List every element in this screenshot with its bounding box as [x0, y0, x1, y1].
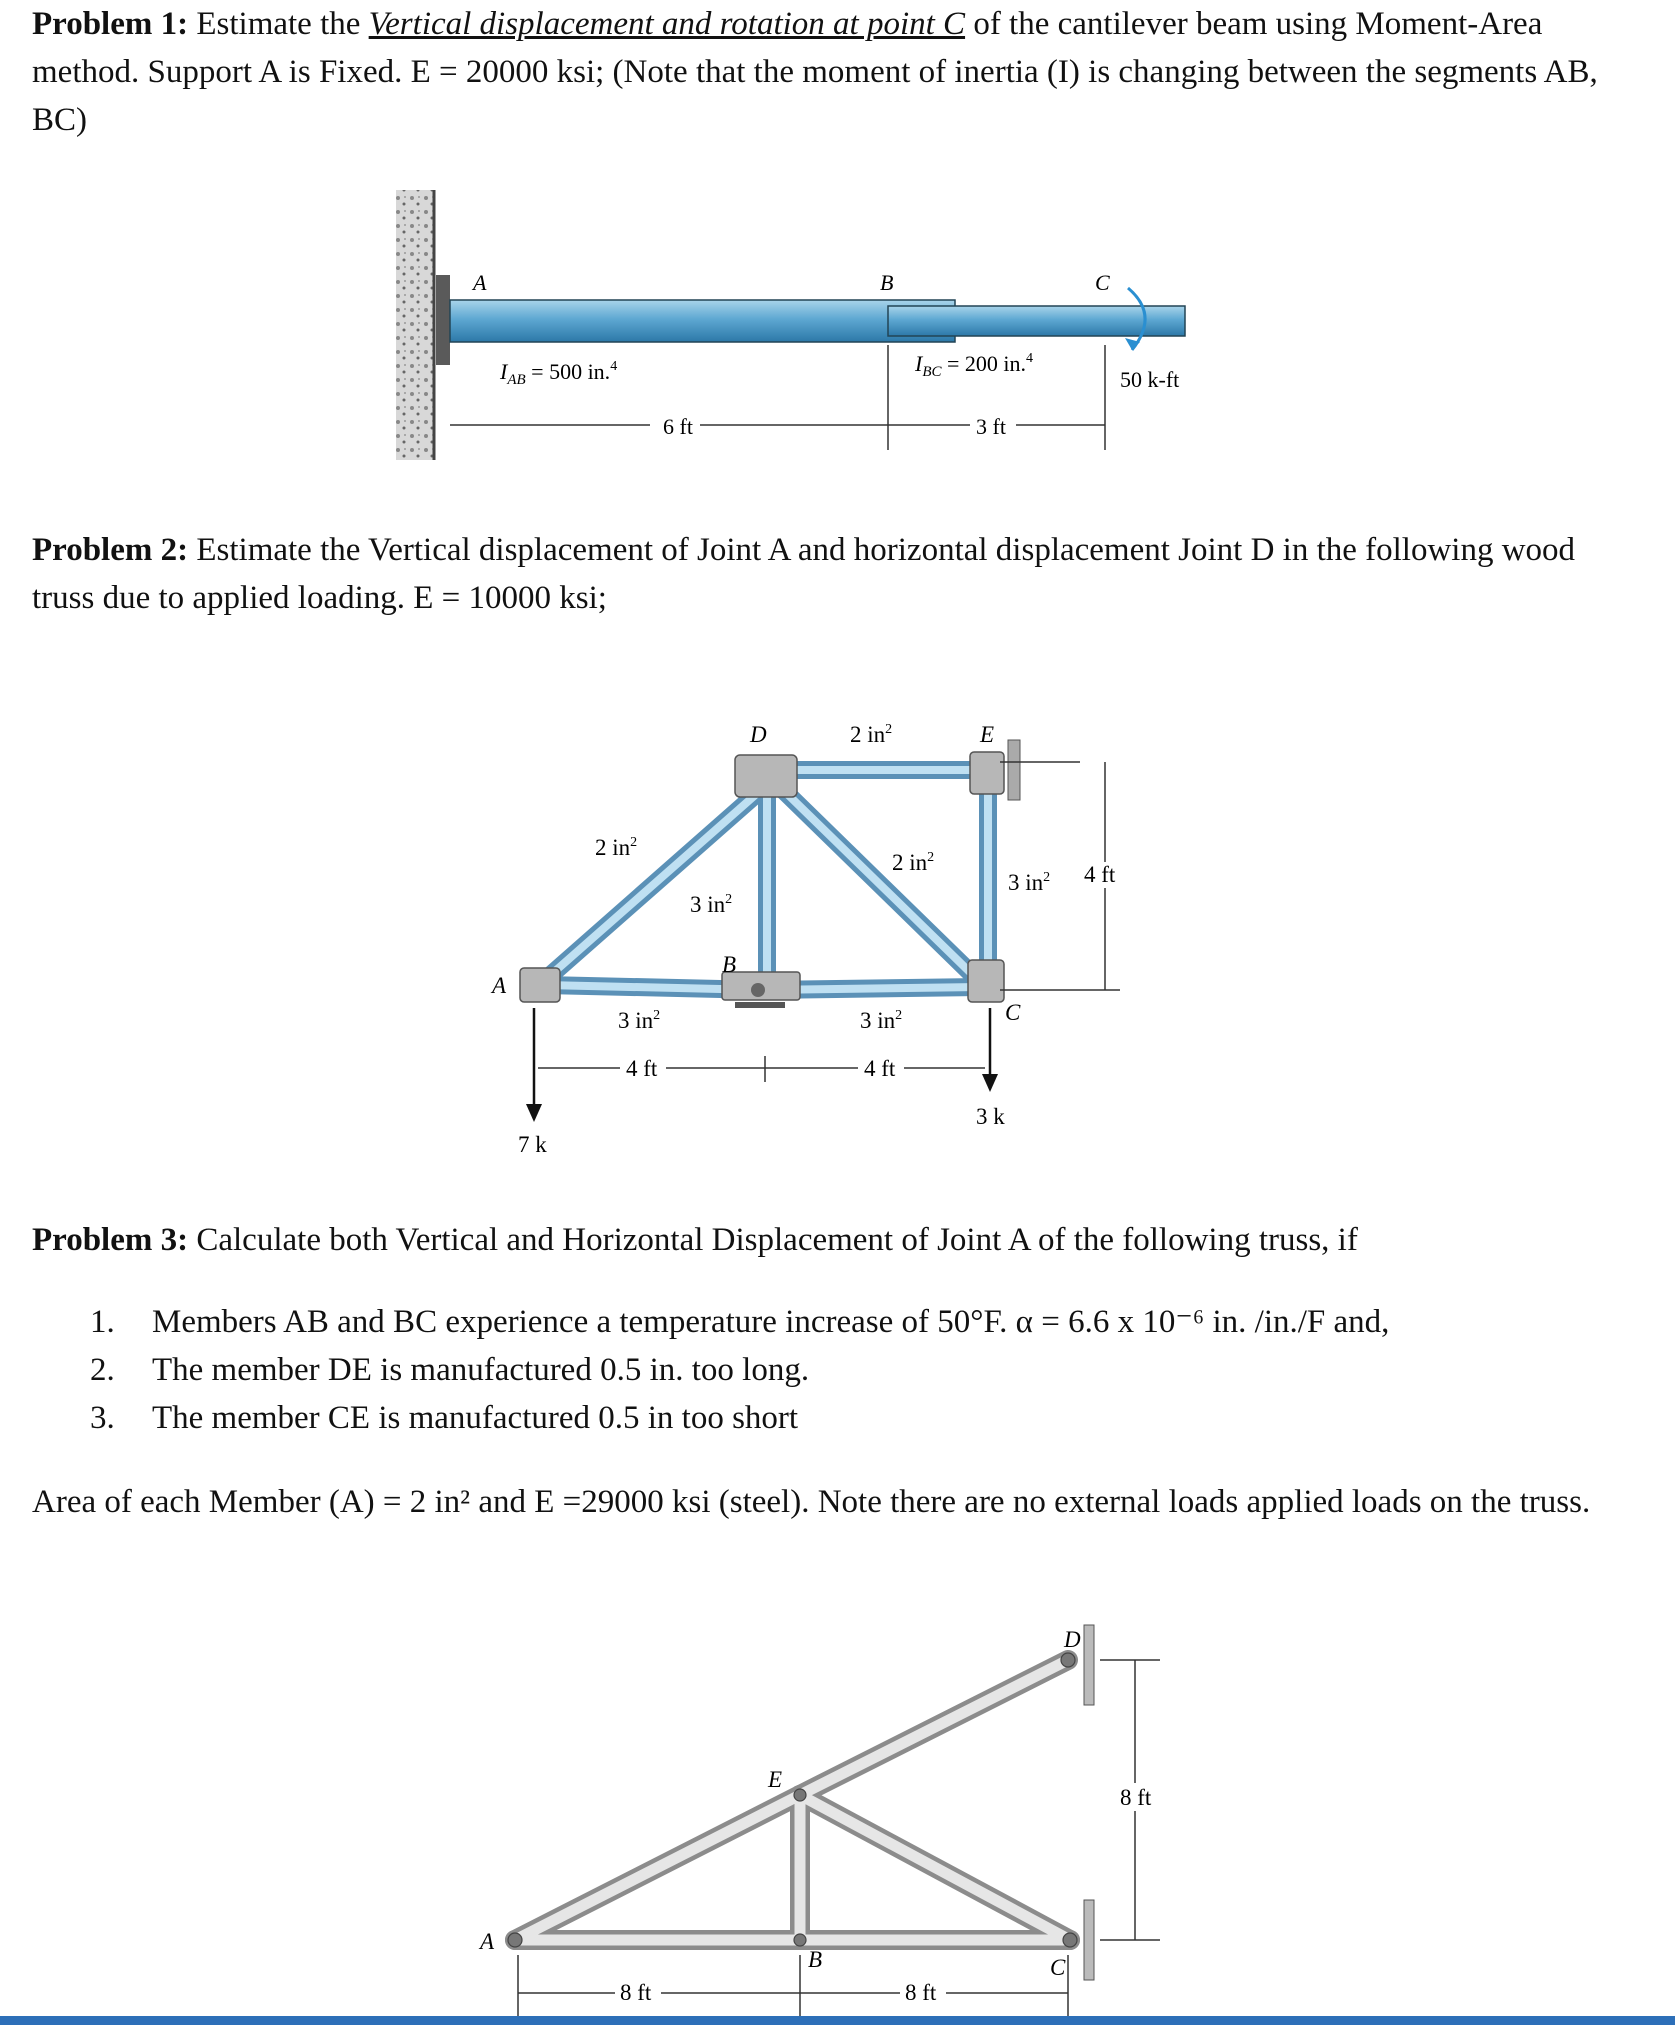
span2-label: 8 ft — [905, 1980, 937, 2005]
list-item: 1. Members AB and BC experience a temperature increase of 50°F. α = 6.6 x 10⁻⁶ in. /in./F and, — [90, 1304, 1390, 1340]
joint-e-label: E — [768, 1767, 783, 1792]
problem1-underlined: Vertical displacement and rotation at point C — [368, 6, 966, 42]
problem2-text: Estimate the Vertical displacement of Joint A and horizontal displacement Joint D in the following wood truss due to applied loading. E = 10000 ksi; — [32, 532, 1576, 616]
figure3-steel-truss — [460, 1615, 1180, 2025]
span2-label: 4 ft — [864, 1056, 896, 1081]
problem3-conditions-list — [90, 1298, 1389, 1442]
joint-a-label: A — [492, 973, 507, 998]
area-ec-label: 3 $in^2$ — [1008, 870, 1051, 895]
problem1-text-a: Estimate the — [188, 6, 369, 42]
joint-a-label: A — [480, 1929, 495, 1954]
joint-c-label: C — [1005, 1000, 1021, 1025]
figure1-cantilever-beam — [380, 180, 1230, 470]
window-bottom-border — [0, 2016, 1675, 2025]
problem3-text: Calculate both Vertical and Horizontal Displacement of Joint A of the following truss, if — [188, 1222, 1358, 1258]
dim-bc-label: 3 ft — [976, 414, 1006, 439]
problem1-text-b: of the cantilever beam using Moment-Area method. Support A is Fixed. E = 20000 ksi; (Note that the moment of inertia (I) is changing between the segments AB, BC) — [32, 6, 1598, 138]
joint-e-label: E — [980, 722, 995, 747]
area-de-label: 2 $in^2$ — [850, 722, 893, 747]
point-c-label: C — [1095, 270, 1110, 295]
ibc-label: $I_{BC} = 200$ in.$^4$ — [915, 351, 1034, 380]
list-item: 3. The member CE is manufactured 0.5 in too short — [90, 1400, 799, 1436]
joint-b-label: B — [722, 952, 737, 977]
problem2-label: Problem 2: — [32, 532, 189, 568]
load-c-label: 3 k — [976, 1104, 1005, 1129]
beam-bc — [888, 306, 1185, 336]
problem2-statement — [32, 526, 1632, 622]
span1-label: 8 ft — [620, 1980, 652, 2005]
support-e-wall — [1008, 740, 1020, 800]
area-ad-label: 2 $in^2$ — [595, 835, 638, 860]
span1-label: 4 ft — [626, 1056, 658, 1081]
iab-label: $I_{AB} = 500$ in.$^4$ — [500, 359, 618, 388]
problem3-label: Problem 3: — [32, 1222, 189, 1258]
joint-d-label: D — [750, 722, 767, 747]
height-label: 4 ft — [1084, 862, 1116, 887]
support-c-wall — [1084, 1900, 1094, 1980]
area-dc-label: 2 $in^2$ — [892, 850, 935, 875]
beam-ab — [450, 300, 955, 342]
problem3-statement — [32, 1216, 1632, 1264]
load-a-label: 7 k — [518, 1132, 547, 1157]
area-bd-label: 3 $in^2$ — [690, 892, 733, 917]
fixed-wall — [396, 190, 434, 460]
moment-label: 50 k-ft — [1120, 367, 1180, 392]
joint-b-label: B — [808, 1947, 823, 1972]
point-a-label: A — [473, 270, 487, 295]
problem1-statement — [32, 0, 1632, 144]
height-label: 8 ft — [1120, 1785, 1152, 1810]
joint-d-label: D — [1064, 1627, 1081, 1652]
point-b-label: B — [880, 270, 894, 295]
area-ab-label: 3 $in^2$ — [618, 1008, 661, 1033]
problem1-label: Problem 1: — [32, 6, 189, 42]
area-bc-label: 3 $in^2$ — [860, 1008, 903, 1033]
support-d-wall — [1084, 1625, 1094, 1705]
dim-ab-label: 6 ft — [663, 414, 693, 439]
joint-c-label: C — [1050, 1955, 1066, 1980]
list-item: 2. The member DE is manufactured 0.5 in. too long. — [90, 1352, 810, 1388]
problem3-closing: Area of each Member (A) = 2 in² and E =29000 ksi (steel). Note there are no external loads applied loads on the truss. — [32, 1484, 1591, 1520]
figure2-wood-truss — [480, 710, 1140, 1170]
